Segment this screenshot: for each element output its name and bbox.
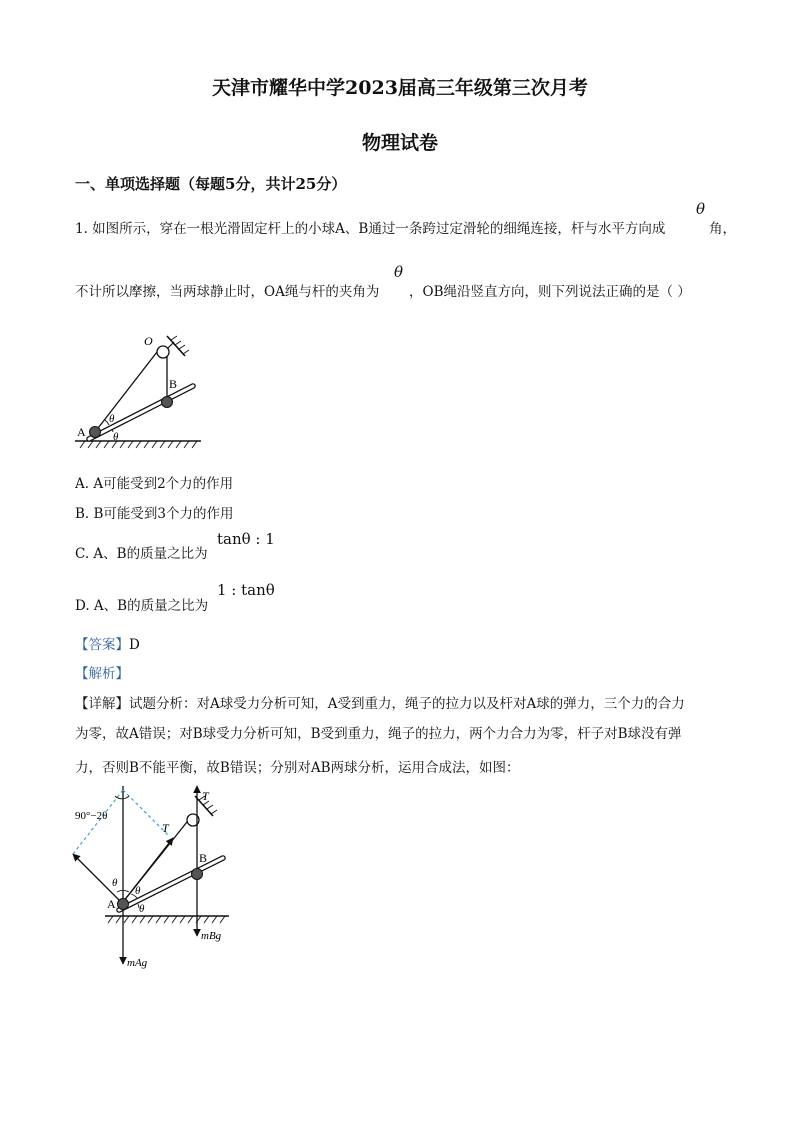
- question-text-line2: 不计所以摩擦，当两球静止时，OA绳与杆的夹角为: [75, 284, 380, 300]
- detail-line2: 为零，故A错误；对B球受力分析可知，B受到重力，绳子的拉力，两个力合力为零，杆子对B球没有弹: [75, 726, 682, 742]
- page-subtitle: 物理试卷: [361, 132, 438, 154]
- option-d: D. A、B的质量之比为: [75, 598, 209, 614]
- label-theta: θ: [113, 431, 119, 443]
- detail-text: 试题分析：对A球受力分析可知，A受到重力，绳子的拉力以及杆对A球的弹力，三个力的合力: [129, 696, 685, 712]
- theta-symbol: θ: [394, 263, 404, 281]
- page-title: 天津市耀华中学2023届高三年级第三次月考: [212, 77, 588, 99]
- option-d-math: 1 : tanθ: [217, 581, 275, 599]
- label-t-top: T: [202, 789, 209, 803]
- option-a: A. A可能受到2个力的作用: [75, 476, 234, 492]
- label-b: B: [199, 851, 208, 865]
- label-theta: θ: [139, 903, 145, 915]
- label-a: A: [107, 897, 116, 911]
- label-a: A: [77, 425, 86, 439]
- section-heading: 一、单项选择题（每题5分，共计25分）: [75, 175, 347, 193]
- label-mag: mAg: [127, 957, 148, 969]
- figure-force-diagram: [65, 782, 245, 972]
- question-text-line2-end: ，OB绳沿竖直方向，则下列说法正确的是（ ）: [409, 284, 691, 300]
- figure-pulley-rod: [75, 328, 210, 453]
- label-mbg: mBg: [201, 930, 222, 942]
- question-text-line1-end: 角，: [709, 221, 736, 237]
- detail-line3: 力，否则B不能平衡，故B错误；分别对AB两球分析，运用合成法，如图：: [75, 760, 520, 776]
- label-theta: θ: [109, 413, 115, 425]
- label-theta: θ: [135, 885, 141, 897]
- label-t-side: T: [162, 821, 169, 835]
- answer-tag: 【答案】: [75, 637, 129, 653]
- detail-line1: [75, 692, 685, 712]
- answer-line: [75, 633, 140, 653]
- label-b: B: [169, 377, 178, 391]
- label-o: O: [144, 334, 153, 348]
- label-theta: θ: [112, 877, 118, 889]
- answer-value: D: [129, 637, 140, 653]
- option-b: B. B可能受到3个力的作用: [75, 506, 234, 522]
- theta-symbol: θ: [696, 200, 706, 218]
- label-angle: 90°−2θ: [75, 810, 108, 822]
- detail-tag: 【详解】: [75, 696, 129, 712]
- option-c: C. A、B的质量之比为: [75, 546, 208, 562]
- option-c-math: tanθ : 1: [217, 530, 275, 548]
- analysis-tag: 【解析】: [75, 666, 129, 682]
- question-text-line1: 1. 如图所示，穿在一根光滑固定杆上的小球A、B通过一条跨过定滑轮的细绳连接，杆与水平方向成: [75, 221, 666, 237]
